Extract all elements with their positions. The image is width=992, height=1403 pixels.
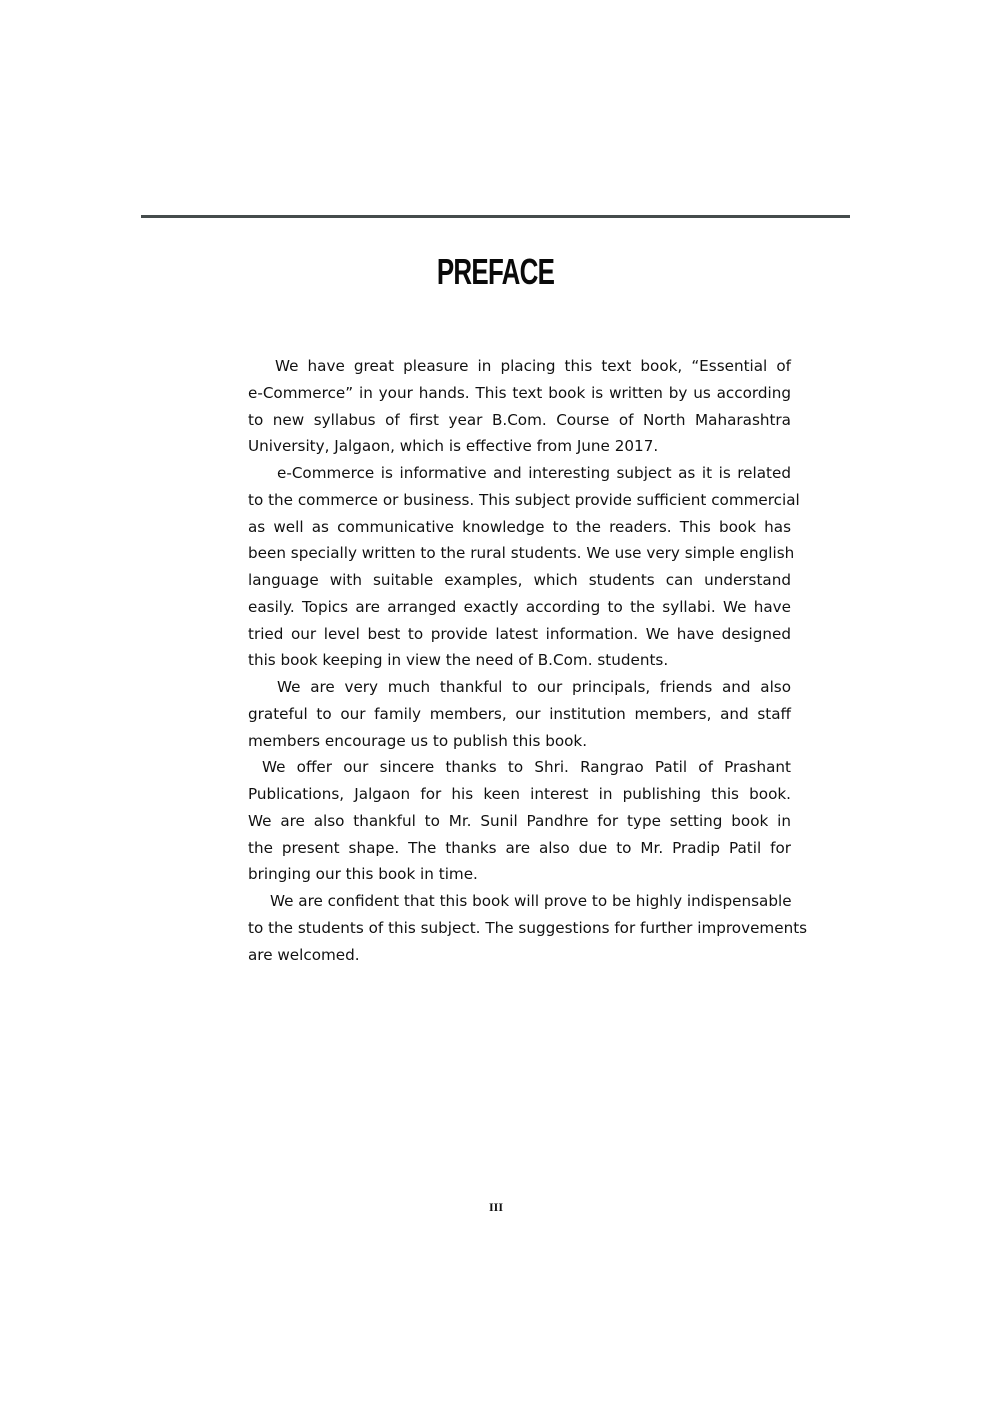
- text-line: to the students of this subject. The suggestions for further improvements: [248, 918, 808, 937]
- page-number: III: [488, 1200, 503, 1214]
- paragraph: [248, 460, 800, 674]
- paragraph: [248, 353, 791, 460]
- header-rule: [141, 215, 850, 218]
- preface-body: [248, 353, 808, 968]
- text-line: been specially written to the rural students. We use very simple english: [248, 544, 795, 563]
- text-line: bringing our this book in time.: [248, 865, 478, 884]
- text-line: Publications, Jalgaon for his keen interest in publishing this book.: [248, 785, 791, 803]
- text-line: We are very much thankful to our principals, friends and also: [277, 678, 791, 696]
- text-line: as well as communicative knowledge to the readers. This book has: [248, 517, 791, 536]
- page-title: PREFACE: [437, 251, 555, 292]
- text-line: e-Commerce” in your hands. This text book is written by us according: [248, 383, 791, 402]
- text-line: tried our level best to provide latest information. We have designed: [248, 624, 791, 643]
- text-line: the present shape. The thanks are also due to Mr. Pradip Patil for: [248, 838, 791, 857]
- text-line: We are confident that this book will prove to be highly indispensable: [270, 892, 792, 910]
- text-line: We offer our sincere thanks to Shri. Rangrao Patil of Prashant: [262, 758, 791, 777]
- text-line: members encourage us to publish this book.: [248, 731, 588, 750]
- text-line: We are also thankful to Mr. Sunil Pandhre for type setting book in: [248, 811, 791, 830]
- text-line: this book keeping in view the need of B.Com. students.: [248, 651, 669, 670]
- text-line: to the commerce or business. This subject provide sufficient commercial: [248, 490, 800, 509]
- text-line: easily. Topics are arranged exactly according to the syllabi. We have: [248, 597, 791, 616]
- paragraph: [248, 674, 791, 754]
- paragraph: [248, 888, 808, 968]
- text-line: to new syllabus of first year B.Com. Course of North Maharashtra: [248, 410, 791, 429]
- text-line: are welcomed.: [248, 945, 360, 964]
- text-line: We have great pleasure in placing this text book, “Essential of: [275, 357, 791, 375]
- text-line: University, Jalgaon, which is effective from June 2017.: [248, 437, 659, 456]
- text-line: language with suitable examples, which students can understand: [248, 571, 791, 589]
- text-line: grateful to our family members, our institution members, and staff: [248, 704, 791, 723]
- text-line: e-Commerce is informative and interesting subject as it is related: [277, 464, 791, 482]
- paragraph: [248, 754, 791, 888]
